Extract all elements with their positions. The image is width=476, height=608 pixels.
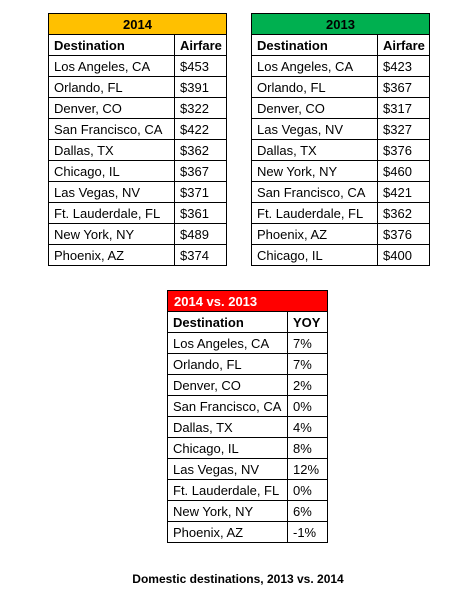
value-cell: $391 bbox=[175, 77, 227, 98]
table-row bbox=[252, 119, 430, 140]
destination-cell: New York, NY bbox=[49, 224, 175, 245]
destination-cell: Ft. Lauderdale, FL bbox=[49, 203, 175, 224]
airfare-column-header: Airfare bbox=[175, 35, 227, 56]
table-row bbox=[252, 182, 430, 203]
airfare-column-header: Airfare bbox=[378, 35, 430, 56]
table-row bbox=[168, 480, 328, 501]
destination-cell: Las Vegas, NV bbox=[252, 119, 378, 140]
value-cell: 8% bbox=[288, 438, 328, 459]
destination-cell: Phoenix, AZ bbox=[168, 522, 288, 543]
table-row bbox=[49, 140, 227, 161]
destination-cell: San Francisco, CA bbox=[252, 182, 378, 203]
table-row bbox=[49, 224, 227, 245]
destination-cell: Denver, CO bbox=[168, 375, 288, 396]
table-row bbox=[49, 98, 227, 119]
value-cell: $400 bbox=[378, 245, 430, 266]
value-cell: 4% bbox=[288, 417, 328, 438]
column-header-row bbox=[168, 312, 328, 333]
destination-cell: Ft. Lauderdale, FL bbox=[252, 203, 378, 224]
value-cell: $460 bbox=[378, 161, 430, 182]
value-cell: $322 bbox=[175, 98, 227, 119]
value-cell: $362 bbox=[378, 203, 430, 224]
value-cell: $489 bbox=[175, 224, 227, 245]
destination-cell: New York, NY bbox=[168, 501, 288, 522]
value-cell: $423 bbox=[378, 56, 430, 77]
destination-cell: Dallas, TX bbox=[168, 417, 288, 438]
destination-cell: Orlando, FL bbox=[49, 77, 175, 98]
table-row bbox=[252, 161, 430, 182]
table-year-header: 2013 bbox=[252, 14, 430, 35]
yoy-column-header: YOY bbox=[288, 312, 328, 333]
destination-cell: Phoenix, AZ bbox=[49, 245, 175, 266]
table-row bbox=[49, 203, 227, 224]
destination-cell: Los Angeles, CA bbox=[168, 333, 288, 354]
table-row bbox=[49, 77, 227, 98]
table-row bbox=[252, 224, 430, 245]
table-row bbox=[49, 182, 227, 203]
destination-cell: Ft. Lauderdale, FL bbox=[168, 480, 288, 501]
table-row bbox=[252, 203, 430, 224]
value-cell: 0% bbox=[288, 396, 328, 417]
destination-cell: Denver, CO bbox=[49, 98, 175, 119]
table-row bbox=[168, 375, 328, 396]
value-cell: $371 bbox=[175, 182, 227, 203]
table-row bbox=[168, 522, 328, 543]
value-cell: $327 bbox=[378, 119, 430, 140]
destination-cell: Los Angeles, CA bbox=[49, 56, 175, 77]
table-row bbox=[168, 459, 328, 480]
destination-cell: Las Vegas, NV bbox=[168, 459, 288, 480]
table-row bbox=[168, 354, 328, 375]
destination-cell: San Francisco, CA bbox=[49, 119, 175, 140]
table-row bbox=[168, 333, 328, 354]
table-row bbox=[168, 396, 328, 417]
value-cell: $362 bbox=[175, 140, 227, 161]
value-cell: $421 bbox=[378, 182, 430, 203]
destination-cell: Orlando, FL bbox=[168, 354, 288, 375]
value-cell: 2% bbox=[288, 375, 328, 396]
value-cell: $317 bbox=[378, 98, 430, 119]
destination-column-header: Destination bbox=[252, 35, 378, 56]
destination-cell: Chicago, IL bbox=[49, 161, 175, 182]
table-year-header: 2014 vs. 2013 bbox=[168, 291, 328, 312]
table-row bbox=[252, 140, 430, 161]
value-cell: 7% bbox=[288, 354, 328, 375]
value-cell: $376 bbox=[378, 140, 430, 161]
destination-column-header: Destination bbox=[49, 35, 175, 56]
value-cell: -1% bbox=[288, 522, 328, 543]
destination-cell: Denver, CO bbox=[252, 98, 378, 119]
destination-cell: Phoenix, AZ bbox=[252, 224, 378, 245]
table-row bbox=[168, 417, 328, 438]
value-cell: $374 bbox=[175, 245, 227, 266]
value-cell: $367 bbox=[175, 161, 227, 182]
column-header-row bbox=[49, 35, 227, 56]
destination-cell: Dallas, TX bbox=[252, 140, 378, 161]
value-cell: 6% bbox=[288, 501, 328, 522]
airfare-table-2014 bbox=[48, 13, 227, 266]
table-row bbox=[49, 56, 227, 77]
value-cell: 0% bbox=[288, 480, 328, 501]
table-row bbox=[252, 98, 430, 119]
destination-cell: Los Angeles, CA bbox=[252, 56, 378, 77]
table-row bbox=[49, 161, 227, 182]
table-row bbox=[252, 56, 430, 77]
destination-column-header: Destination bbox=[168, 312, 288, 333]
column-header-row bbox=[252, 35, 430, 56]
value-cell: $422 bbox=[175, 119, 227, 140]
destination-cell: Chicago, IL bbox=[252, 245, 378, 266]
destination-cell: New York, NY bbox=[252, 161, 378, 182]
value-cell: 12% bbox=[288, 459, 328, 480]
yoy-change-table bbox=[167, 290, 328, 543]
table-row bbox=[168, 501, 328, 522]
value-cell: $376 bbox=[378, 224, 430, 245]
destination-cell: Orlando, FL bbox=[252, 77, 378, 98]
airfare-table-2013 bbox=[251, 13, 430, 266]
figure-caption: Domestic destinations, 2013 vs. 2014 bbox=[132, 572, 344, 586]
value-cell: 7% bbox=[288, 333, 328, 354]
value-cell: $453 bbox=[175, 56, 227, 77]
value-cell: $367 bbox=[378, 77, 430, 98]
table-row bbox=[49, 119, 227, 140]
table-row bbox=[252, 77, 430, 98]
table-year-header: 2014 bbox=[49, 14, 227, 35]
destination-cell: Chicago, IL bbox=[168, 438, 288, 459]
destination-cell: San Francisco, CA bbox=[168, 396, 288, 417]
table-row bbox=[49, 245, 227, 266]
table-row bbox=[168, 438, 328, 459]
table-row bbox=[252, 245, 430, 266]
destination-cell: Las Vegas, NV bbox=[49, 182, 175, 203]
destination-cell: Dallas, TX bbox=[49, 140, 175, 161]
value-cell: $361 bbox=[175, 203, 227, 224]
